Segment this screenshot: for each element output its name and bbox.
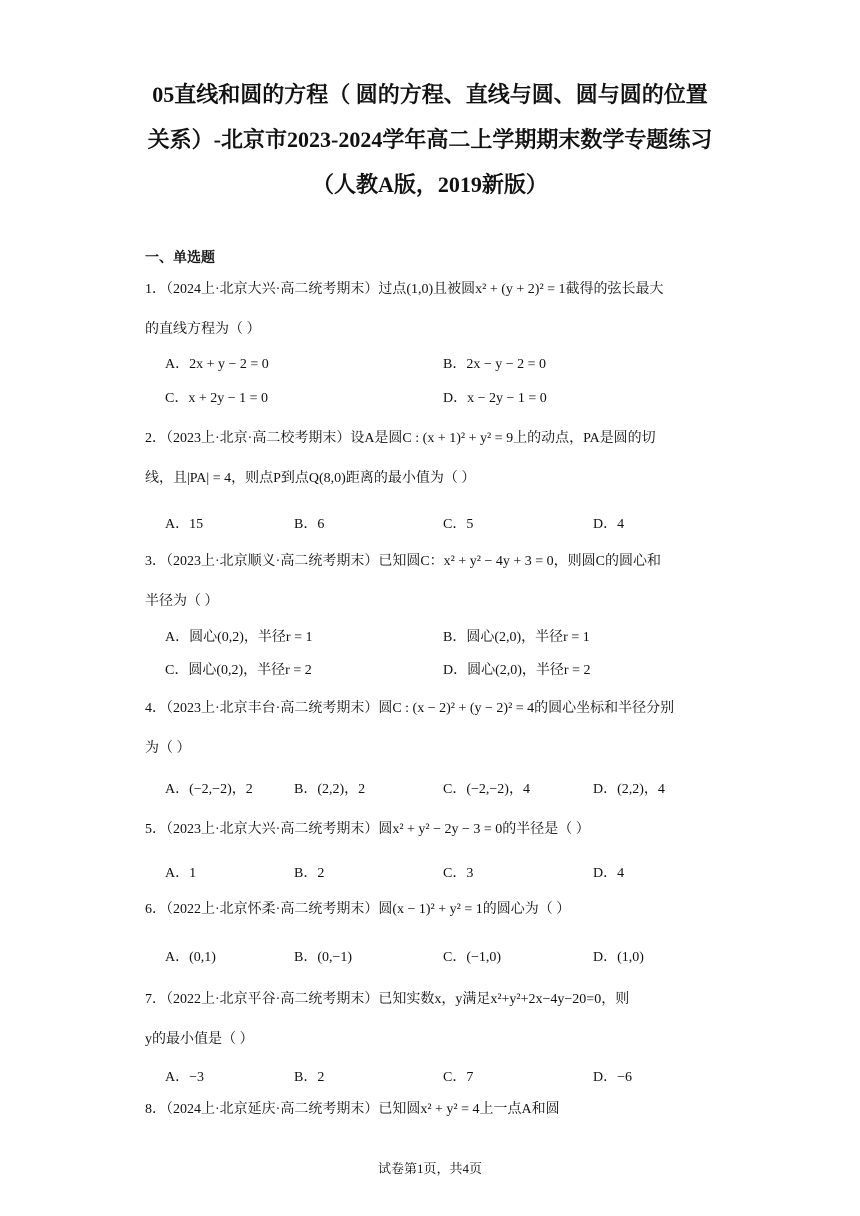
option-c: C．5 [443, 517, 474, 532]
option-b: B．2 [294, 866, 325, 881]
question-1 [145, 270, 720, 350]
question-7 [145, 980, 720, 1060]
option-a: A．15 [165, 517, 204, 532]
question-6 [145, 890, 720, 930]
document-title [0, 72, 860, 207]
option-d: D．(1,0) [593, 950, 644, 965]
option-b: B．圆心(2,0)，半径r = 1 [443, 630, 590, 645]
question-7-line-1: 7．（2022上·北京平谷·高二统考期末）已知实数x，y满足x²+y²+2x−4y−20=0，则 [145, 992, 630, 1007]
question-1-line-2: 的直线方程为（ ） [145, 322, 261, 337]
option-c: C．(−1,0) [443, 950, 502, 965]
question-1-line-1: 1．（2024上·北京大兴·高二统考期末）过点(1,0)且被圆x² + (y + 2)² = 1截得的弦长最大 [145, 282, 664, 297]
question-2-line-1: 2．（2023上·北京·高二校考期末）设A是圆C : (x + 1)² + y² = 9上的动点，PA是圆的切 [145, 431, 656, 446]
question-7-line-2: y的最小值是（ ） [145, 1032, 254, 1047]
question-4 [145, 689, 720, 769]
question-3-line-1: 3．（2023上·北京顺义·高二统考期末）已知圆C：x² + y² − 4y + 3 = 0，则圆C的圆心和 [145, 554, 661, 569]
question-4-line-2: 为（ ） [145, 741, 191, 756]
option-a: A．(0,1) [165, 950, 216, 965]
title-line-1: 05直线和圆的方程（ 圆的方程、直线与圆、圆与圆的位置 [152, 82, 708, 107]
option-b: B．2x − y − 2 = 0 [443, 357, 547, 372]
page-footer: 试卷第1页，共4页 [377, 1161, 482, 1176]
question-4-line-1: 4．（2023上·北京丰台·高二统考期末）圆C : (x − 2)² + (y − 2)² = 4的圆心坐标和半径分别 [145, 701, 675, 716]
option-b: B．2 [294, 1070, 325, 1085]
question-8-line-1: 8．（2024上·北京延庆·高二统考期末）已知圆x² + y² = 4上一点A和圆 [145, 1102, 560, 1117]
question-3-line-2: 半径为（ ） [145, 594, 219, 609]
option-d: D．x − 2y − 1 = 0 [443, 391, 547, 406]
option-a: A．2x + y − 2 = 0 [165, 357, 269, 372]
section-heading: 一、单选题 [145, 251, 215, 266]
title-line-3: （人教A版，2019新版） [312, 172, 548, 197]
option-a: A．1 [165, 866, 197, 881]
question-5-line-1: 5．（2023上·北京大兴·高二统考期末）圆x² + y² − 2y − 3 = 0的半径是（ ） [145, 822, 590, 837]
question-2 [145, 419, 720, 499]
option-d: D．圆心(2,0)，半径r = 2 [443, 663, 591, 678]
option-a: A．(−2,−2)，2 [165, 782, 253, 797]
option-c: C．圆心(0,2)，半径r = 2 [165, 663, 312, 678]
option-b: B．(2,2)，2 [294, 782, 366, 797]
option-a: A．圆心(0,2)，半径r = 1 [165, 630, 313, 645]
option-d: D．−6 [593, 1070, 633, 1085]
question-8 [145, 1090, 720, 1130]
option-d: D．4 [593, 866, 625, 881]
title-line-2: 关系）-北京市2023-2024学年高二上学期期末数学专题练习 [147, 127, 713, 152]
question-3 [145, 542, 720, 622]
option-b: B．6 [294, 517, 325, 532]
option-b: B．(0,−1) [294, 950, 353, 965]
option-d: D．4 [593, 517, 625, 532]
option-c: C．(−2,−2)，4 [443, 782, 530, 797]
option-a: A．−3 [165, 1070, 205, 1085]
question-2-line-2: 线，且|PA| = 4，则点P到点Q(8,0)距离的最小值为（ ） [145, 471, 476, 486]
option-c: C．x + 2y − 1 = 0 [165, 391, 269, 406]
option-d: D．(2,2)，4 [593, 782, 665, 797]
option-c: C．3 [443, 866, 474, 881]
option-c: C．7 [443, 1070, 474, 1085]
question-5 [145, 810, 720, 850]
question-6-line-1: 6．（2022上·北京怀柔·高二统考期末）圆(x − 1)² + y² = 1的圆心为（ ） [145, 902, 571, 917]
